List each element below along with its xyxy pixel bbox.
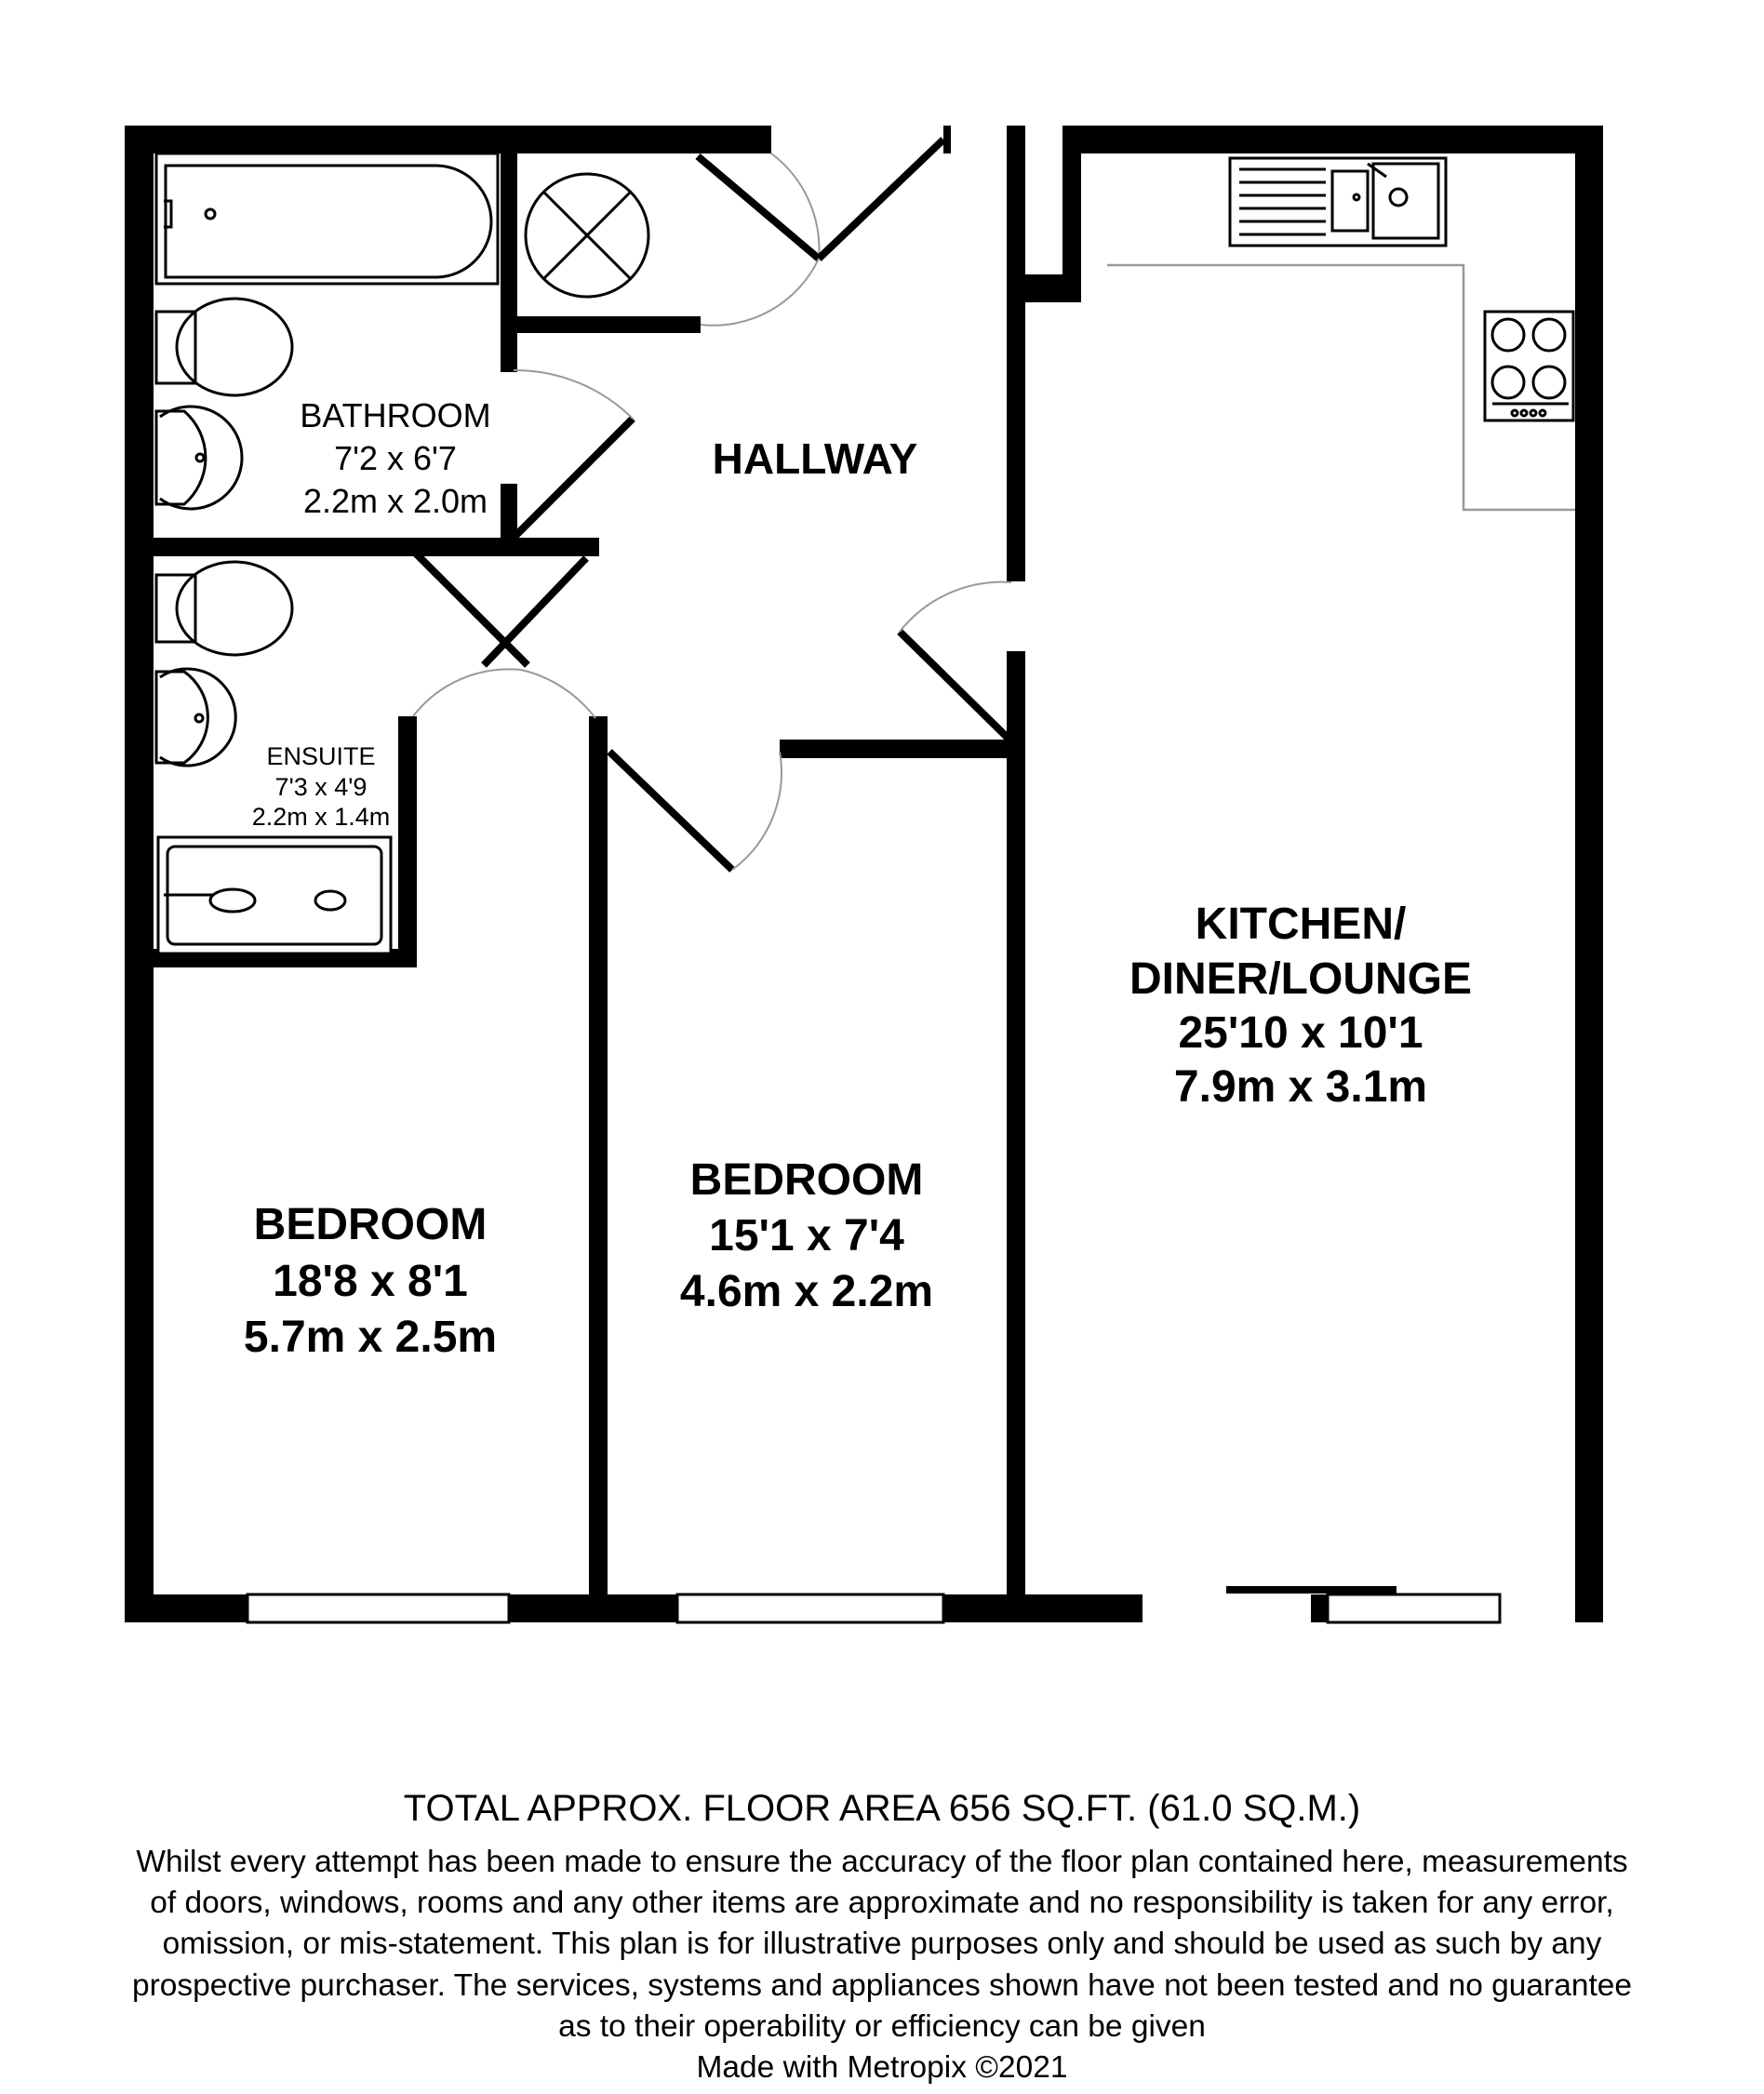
disclaimer — [0, 1842, 1764, 2088]
disclaimer-line: omission, or mis-statement. This plan is for illustrative purposes only and should be used as such by any — [162, 1927, 1602, 1962]
cylinder-cupboard — [526, 174, 648, 297]
bedroom-1-name: BEDROOM — [253, 1200, 488, 1249]
window-bedroom-2 — [677, 1594, 943, 1622]
hallway-name: HALLWAY — [712, 434, 918, 483]
bathroom-name: BATHROOM — [300, 396, 491, 434]
window-bedroom-1 — [247, 1594, 509, 1622]
kitchen-hob — [1485, 312, 1573, 420]
bedroom-2-name: BEDROOM — [689, 1155, 924, 1205]
shower-tray — [158, 837, 391, 954]
label-bedroom-2 — [680, 1155, 933, 1316]
bedroom-2-metric: 4.6m x 2.2m — [679, 1267, 934, 1316]
bathroom-basin — [156, 407, 242, 509]
ensuite-toilet — [156, 562, 292, 655]
window-lounge — [1328, 1594, 1500, 1622]
ensuite-metric: 2.2m x 1.4m — [251, 803, 391, 831]
kitchen-metric: 7.9m x 3.1m — [1173, 1062, 1428, 1112]
ensuite-basin — [156, 669, 235, 766]
kitchen-sink — [1230, 158, 1446, 246]
disclaimer-line: as to their operability or efficiency can be given — [558, 2008, 1206, 2044]
kitchen-name-line-2: DINER/LOUNGE — [1129, 954, 1473, 1004]
total-floor-area: TOTAL APPROX. FLOOR AREA 656 SQ.FT. (61.0 SQ.M.) — [403, 1788, 1361, 1829]
disclaimer-line: prospective purchaser. The services, systems and appliances shown have not been tested and no guarantee — [131, 1967, 1633, 2003]
credit: Made with Metropix ©2021 — [696, 2050, 1068, 2086]
label-ensuite — [252, 742, 391, 831]
bedroom-1-metric: 5.7m x 2.5m — [243, 1313, 498, 1362]
kitchen-imperial: 25'10 x 10'1 — [1178, 1008, 1423, 1058]
bathroom-toilet — [156, 299, 292, 395]
label-bedroom-1 — [244, 1200, 497, 1362]
disclaimer-line: Whilst every attempt has been made to ensure the accuracy of the floor plan contained here, measurements — [136, 1845, 1628, 1879]
bedroom-2-imperial: 15'1 x 7'4 — [709, 1211, 904, 1260]
bath — [156, 153, 498, 284]
bedroom-1-imperial: 18'8 x 8'1 — [273, 1257, 468, 1306]
label-hallway — [713, 434, 918, 483]
ensuite-name: ENSUITE — [266, 742, 376, 770]
bathroom-imperial: 7'2 x 6'7 — [334, 439, 457, 477]
kitchen-name-line-1: KITCHEN/ — [1195, 900, 1407, 949]
label-kitchen — [1129, 900, 1472, 1112]
bathroom-metric: 2.2m x 2.0m — [302, 482, 488, 520]
disclaimer-line: of doors, windows, rooms and any other items are approximate and no responsibility is taken for any error, — [150, 1886, 1614, 1921]
ensuite-imperial: 7'3 x 4'9 — [274, 773, 368, 801]
label-bathroom — [300, 396, 490, 520]
